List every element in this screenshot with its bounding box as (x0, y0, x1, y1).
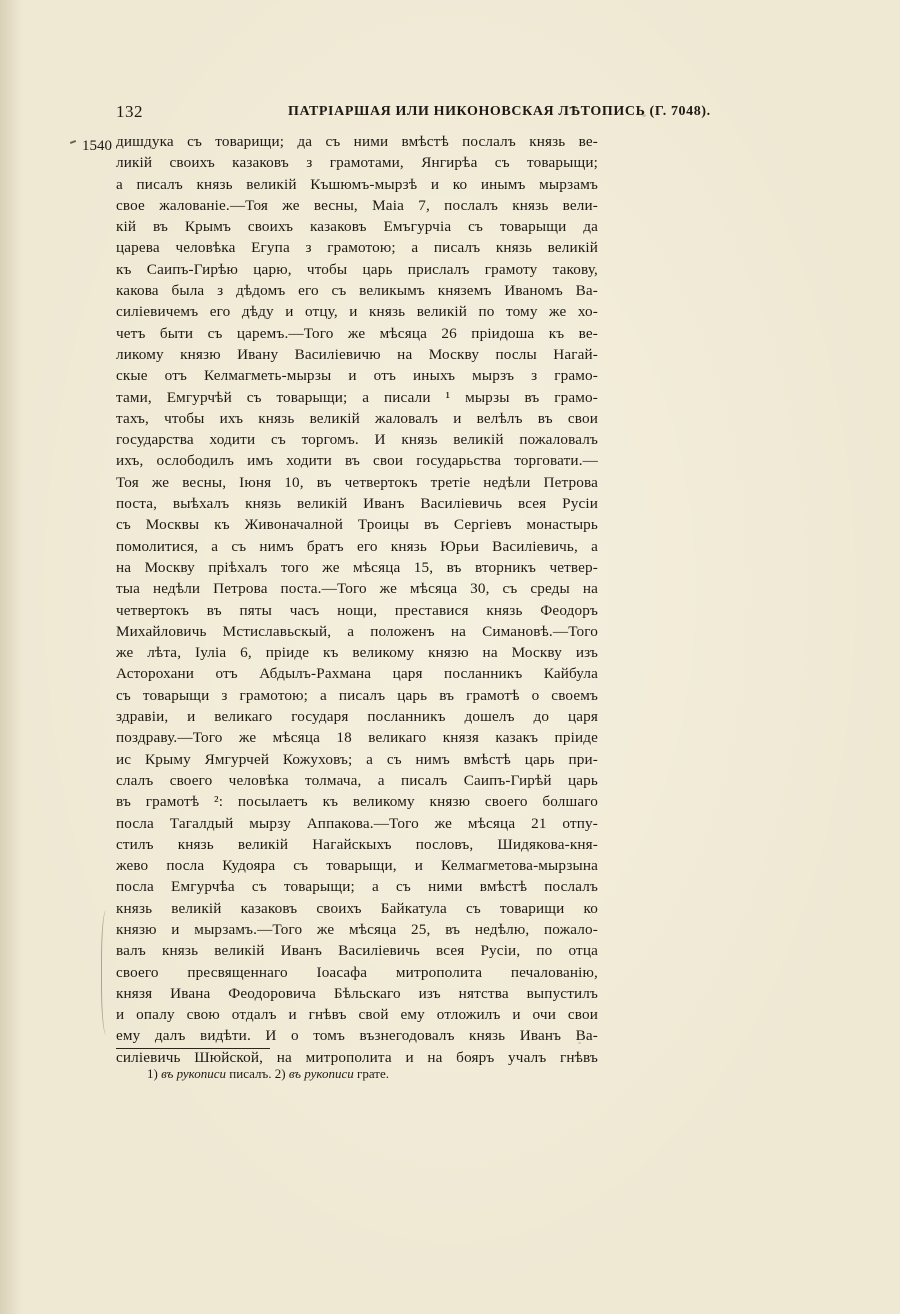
footnote-rule (116, 1048, 270, 1049)
paper-spot (578, 1042, 581, 1044)
text-line: скые отъ Келмагметь-мырзы и отъ иныхъ мырзъ з грамо- (116, 367, 598, 385)
text-line: четъ быти съ царемъ.—Того же мѣсяца 26 пріидоша къ ве- (116, 324, 598, 342)
paper-spot (330, 395, 333, 398)
text-line: помолитися, а съ нимъ братъ его князь Юрьи Василіевичь, а (116, 537, 598, 555)
text-line: слалъ своего человѣка толмача, а писалъ Саипъ-Гирѣй царь (116, 771, 598, 789)
pencil-margin-bracket (101, 910, 114, 1035)
text-line: государства ходити съ торгомъ. И князь великій пожаловалъ (116, 431, 598, 449)
text-line: силіевичь Шюйской, на митрополита и на бояръ учалъ гнѣвъ (116, 1048, 598, 1066)
text-line: стилъ князь великій Нагайскыхъ пословъ, Шидякова-кня- (116, 835, 598, 853)
text-line: князю и мырзамъ.—Того же мѣсяца 25, въ недѣлю, пожало- (116, 920, 598, 938)
spine-shadow (0, 0, 22, 1314)
text-line: съ Москвы къ Живоначалной Троицы въ Сергіевъ монастырь (116, 516, 598, 534)
text-line: а писалъ князь великій Къшюмъ-мырзѣ и ко инымъ мырзамъ (116, 175, 598, 193)
text-line: Асторохани отъ Абдылъ-Рахмана царя посланникъ Кайбула (116, 665, 598, 683)
text-line: своего пресвященнаго Іоасафа митрополита печалованію, (116, 963, 598, 981)
text-line: Тоя же весны, Іюня 10, въ четвертокъ третіе недѣли Петрова (116, 473, 598, 491)
text-line: ликому князю Ивану Василіевичю на Москву послы Нагай- (116, 345, 598, 363)
page-header (116, 102, 711, 124)
text-line: четвертокъ въ пяты часъ нощи, преставися князь Феодоръ (116, 601, 598, 619)
text-line: жево посла Кудояра съ товарыщи, и Келмагметова-мырзына (116, 857, 598, 875)
text-line: тами, Емгурчѣй съ товарыщи; а писали ¹ мырзы въ грамо- (116, 388, 598, 406)
text-line: ис Крыму Ямгурчей Кожуховъ; а съ нимъ вмѣстѣ царь при- (116, 750, 598, 768)
text-line: къ Саипъ-Гирѣю царю, чтобы царь прислалъ грамоту такову, (116, 260, 598, 278)
paper-spot (642, 114, 646, 117)
text-line: же лѣта, Іуліа 6, пріиде къ великому князю на Москву изъ (116, 644, 598, 662)
footnote-1-note: въ рукописи (161, 1066, 227, 1081)
page-number: 132 (116, 102, 143, 121)
footnote-1-number: 1) (147, 1066, 158, 1081)
text-line: валъ князь великій Иванъ Василіевичь всея Русіи, по отца (116, 942, 598, 960)
text-line: тыа недѣли Петрова поста.—Того же мѣсяца 30, съ среды на (116, 580, 598, 598)
margin-tick-mark (70, 140, 76, 144)
margin-year: 1540 (82, 138, 112, 154)
footnote-2-text: грате. (357, 1066, 389, 1081)
text-line: посла Емгурчѣа съ товарыщи; а съ ними вмѣстѣ послалъ (116, 878, 598, 896)
body-text (116, 131, 598, 1068)
text-line: дишдука съ товарищи; да съ ними вмѣстѣ послалъ князь ве- (116, 133, 598, 150)
text-line: князь великій казаковъ своихъ Байкатула съ товарищи ко (116, 899, 598, 917)
text-line: тахъ, чтобы ихъ князь великій жаловалъ и велѣлъ въ свои (116, 409, 598, 427)
footnotes (147, 1066, 389, 1082)
text-line: силіевичемъ его дѣду и отцу, и князь великій по тому же хо- (116, 303, 598, 321)
text-line: на Москву пріѣхалъ того же мѣсяца 15, въ вторникъ четвер- (116, 558, 598, 576)
footnote-1-text: писалъ. (229, 1066, 272, 1081)
running-title: ПАТРІАРШАЯ ИЛИ НИКОНОВСКАЯ ЛѢТОПИСЬ (Г. 7048). (288, 104, 711, 119)
footnote-2-note: въ рукописи (288, 1066, 354, 1081)
text-line: свое жалованіе.—Тоя же весны, Маіа 7, послалъ князь вели- (116, 196, 598, 214)
text-line: ему далъ видѣти. И о томъ възнегодовалъ князь Иванъ Ва- (116, 1027, 598, 1045)
text-line: здравіи, и великаго государя посланникъ дошелъ до царя (116, 708, 598, 726)
text-line: князя Ивана Феодоровича Бѣльскаго изъ нятства выпустилъ (116, 984, 598, 1002)
text-line: въ грамотѣ ²: посылаетъ къ великому князю своего болшаго (116, 793, 598, 811)
text-line: кій въ Крымъ своихъ казаковъ Емъгурчіа съ товарыщи да (116, 218, 598, 236)
text-line: ликій своихъ казаковъ з грамотами, Янгирѣа съ товарыщи; (116, 154, 598, 172)
text-line: Михайловичь Мстиславьскый, а положенъ на Симановѣ.—Того (116, 622, 598, 640)
text-line: поздраву.—Того же мѣсяца 18 великаго князя казакъ пріиде (116, 729, 598, 747)
footnote-2-number: 2) (274, 1066, 286, 1081)
text-line: царева человѣка Егупа з грамотою; а писалъ князь великій (116, 239, 598, 257)
text-line: какова была з дѣдомъ его съ великымъ княземъ Иваномъ Ва- (116, 282, 598, 300)
text-line: и опалу свою отдалъ и гнѣвъ свой ему отложилъ и очи свои (116, 1006, 598, 1024)
text-line: посла Тагалдый мырзу Аппакова.—Того же мѣсяца 21 отпу- (116, 814, 598, 832)
text-line: поста, выѣхалъ князь великій Иванъ Василіевичь всея Русіи (116, 495, 598, 513)
text-line: ихъ, ослободилъ имъ ходити въ свои государьства торговати.— (116, 452, 598, 470)
text-line: съ товарыщи з грамотою; а писалъ царь въ грамотѣ о своемъ (116, 686, 598, 704)
